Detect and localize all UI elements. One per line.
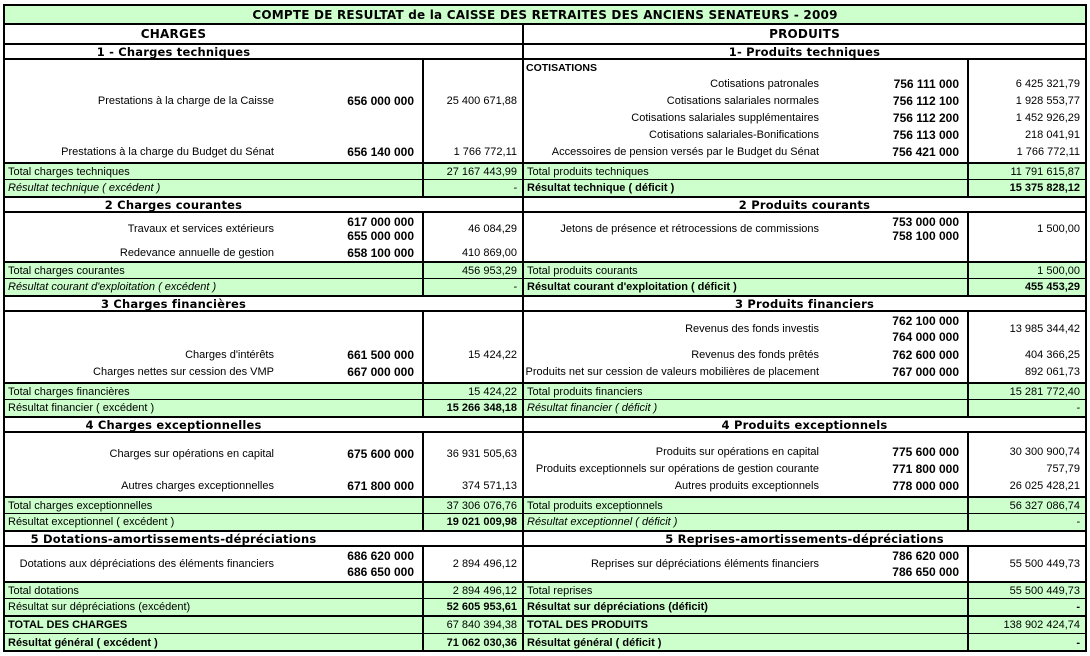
- item-label: Accessoires de pension versés par le Budget du Sénat: [551, 145, 819, 158]
- account-numbers: [837, 312, 967, 346]
- account-number: 786 650 000: [892, 564, 959, 579]
- desc-column: [524, 547, 967, 581]
- result-amount: 455 453,29: [967, 279, 1085, 295]
- item-label: Prestations à la charge du Budget du Sénat: [61, 145, 274, 158]
- total-row: [524, 261, 1085, 278]
- account-number: 667 000 000: [347, 364, 414, 379]
- amount-column: [967, 213, 1085, 261]
- item-label: Cotisations salariales supplémentaires: [631, 111, 819, 124]
- account-number: 656 000 000: [347, 93, 414, 108]
- result-row: [524, 278, 1085, 295]
- result-label: Résultat exceptionnel ( déficit ): [527, 516, 678, 528]
- total-row: [524, 162, 1085, 179]
- line-item: [5, 245, 422, 261]
- result-amount: 52 605 953,61: [422, 599, 522, 615]
- total-amount: 27 167 443,99: [422, 164, 522, 179]
- item-amount: 46 084,29: [468, 223, 517, 235]
- amount-column: [422, 60, 522, 162]
- desc-column: [5, 213, 422, 261]
- account-numbers: [837, 213, 967, 245]
- desc-column: [524, 213, 967, 261]
- item-amount: 892 061,73: [1024, 365, 1080, 378]
- line-item: [5, 346, 422, 363]
- result-amount: -: [967, 599, 1085, 615]
- account-number: 656 140 000: [347, 144, 414, 159]
- desc-column: [524, 433, 967, 496]
- amount-column: [967, 547, 1085, 581]
- item-amount: 2 894 496,12: [452, 558, 517, 570]
- produits-column: [522, 25, 1085, 650]
- item-label: Charges nettes sur cession des VMP: [93, 365, 274, 378]
- produits-exceptionnels-body: [524, 433, 1085, 496]
- item-amount: 1 766 772,11: [1016, 145, 1080, 158]
- amount-column: [422, 433, 522, 496]
- section-header-produits-financiers: 3 Produits financiers: [524, 295, 1085, 312]
- total-label: Total produits financiers: [527, 385, 643, 398]
- table-body: [5, 25, 1085, 650]
- account-number: 775 600 000: [892, 444, 959, 459]
- line-item: [524, 346, 967, 363]
- result-amount: -: [422, 180, 522, 196]
- desc-column: [524, 60, 967, 162]
- total-amount: 1 500,00: [967, 263, 1085, 278]
- total-amount: 15 281 772,40: [967, 384, 1085, 399]
- grand-result-row: [524, 633, 1085, 650]
- section-header-charges-financieres: 3 Charges financières: [5, 295, 522, 312]
- result-amount: -: [967, 514, 1085, 530]
- total-label: Total charges exceptionnelles: [8, 499, 153, 512]
- desc-column: [524, 312, 967, 382]
- total-row: [524, 382, 1085, 399]
- account-number: 756 112 200: [892, 110, 959, 125]
- amount-column: [967, 433, 1085, 496]
- produits-techniques-body: [524, 60, 1085, 162]
- line-item: [524, 312, 967, 346]
- item-amount: 30 300 900,74: [1009, 445, 1080, 458]
- income-statement-sheet: [3, 4, 1087, 652]
- item-label: Prestations à la charge de la Caisse: [97, 94, 274, 107]
- item-amount: 26 025 428,21: [1009, 479, 1080, 492]
- grand-result-amount: 71 062 030,36: [422, 634, 522, 650]
- item-amount: 1 452 926,29: [1015, 111, 1080, 124]
- grand-result-amount: -: [967, 634, 1085, 650]
- result-label: Résultat exceptionnel ( excédent ): [8, 516, 175, 528]
- total-label: Total produits exceptionnels: [527, 499, 663, 512]
- item-amount: 13 985 344,42: [1009, 323, 1080, 335]
- item-label: Cotisations salariales-Bonifications: [649, 128, 819, 141]
- result-row: [5, 399, 522, 416]
- item-label: Reprises sur dépréciations éléments financiers: [590, 558, 819, 570]
- account-number: 671 800 000: [347, 478, 414, 493]
- account-number: 767 000 000: [892, 364, 959, 379]
- grand-result-label: Résultat général ( déficit ): [527, 636, 662, 649]
- item-label: Dotations aux dépréciations des éléments financiers: [19, 558, 274, 570]
- account-numbers: [837, 547, 967, 581]
- account-number: 617 000 000: [347, 214, 414, 229]
- item-label: Produits exceptionnels sur opérations de gestion courante: [535, 462, 819, 475]
- result-row: [5, 179, 522, 196]
- section-header-charges-techniques: 1 - Charges techniques: [5, 43, 522, 60]
- item-label: Cotisations salariales normales: [666, 94, 819, 107]
- total-label: Total reprises: [527, 584, 593, 597]
- result-row: [5, 513, 522, 530]
- item-amount: 404 366,25: [1024, 348, 1080, 361]
- total-amount: 15 424,22: [422, 384, 522, 399]
- line-item: [524, 143, 967, 160]
- account-number: 771 800 000: [892, 461, 959, 476]
- total-amount: 37 306 076,76: [422, 498, 522, 513]
- amount-column: [967, 312, 1085, 382]
- total-amount: 56 327 086,74: [967, 498, 1085, 513]
- account-number: 764 000 000: [892, 329, 959, 344]
- total-row: [5, 261, 522, 278]
- result-amount: 15 266 348,18: [422, 400, 522, 416]
- account-number: 655 000 000: [347, 229, 414, 244]
- desc-column: [5, 312, 422, 382]
- account-number: 778 000 000: [892, 478, 959, 493]
- grand-total-label: TOTAL DES PRODUITS: [527, 619, 649, 631]
- line-item: [524, 443, 967, 460]
- account-number: 661 500 000: [347, 347, 414, 362]
- result-row: [5, 598, 522, 615]
- charges-courantes-body: [5, 213, 522, 261]
- account-number: 753 000 000: [892, 214, 959, 229]
- item-label: Redevance annuelle de gestion: [119, 247, 274, 259]
- line-item: [524, 477, 967, 494]
- item-amount: 218 041,91: [1024, 128, 1080, 141]
- item-label: Jetons de présence et rétrocessions de commissions: [560, 223, 819, 235]
- page-title: COMPTE DE RESULTAT de la CAISSE DES RETRAITES DES ANCIENS SENATEURS - 2009: [252, 7, 838, 22]
- produits-courants-body: [524, 213, 1085, 261]
- line-item: [524, 547, 967, 581]
- reprises-body: [524, 547, 1085, 581]
- desc-column: [5, 547, 422, 581]
- total-label: Total produits techniques: [527, 165, 649, 178]
- line-item: [5, 363, 422, 380]
- item-label: Autres produits exceptionnels: [674, 479, 819, 492]
- item-amount: 1 928 553,77: [1015, 94, 1080, 107]
- result-label: Résultat sur dépréciations (excédent): [8, 601, 191, 613]
- result-amount: 19 021 009,98: [422, 514, 522, 530]
- line-item: [5, 547, 422, 581]
- section-header-charges-courantes: 2 Charges courantes: [5, 196, 522, 213]
- line-item: [5, 143, 422, 160]
- line-item: [5, 92, 422, 109]
- item-amount: 25 400 671,88: [446, 94, 517, 107]
- item-amount: 374 571,13: [461, 479, 517, 492]
- produits-header-label: PRODUITS: [769, 27, 840, 41]
- title-bar: [5, 6, 1085, 25]
- section-header-produits-courants: 2 Produits courants: [524, 196, 1085, 213]
- item-label: Autres charges exceptionnelles: [121, 479, 274, 492]
- result-label: Résultat financier ( excédent ): [8, 402, 155, 414]
- line-item: [524, 109, 967, 126]
- total-label: Total charges financières: [8, 385, 130, 398]
- grand-total-label: TOTAL DES CHARGES: [8, 619, 128, 631]
- item-amount: 1 766 772,11: [453, 145, 517, 158]
- total-label: Total dotations: [8, 584, 79, 597]
- section-header-dotations: 5 Dotations-amortissements-dépréciations: [5, 530, 522, 547]
- grand-result-label: Résultat général ( excédent ): [8, 636, 158, 649]
- result-row: [524, 513, 1085, 530]
- charges-exceptionnelles-body: [5, 433, 522, 496]
- result-label: Résultat financier ( déficit ): [527, 402, 658, 414]
- desc-column: [5, 60, 422, 162]
- line-item: [5, 213, 422, 245]
- account-number: 762 100 000: [892, 314, 959, 329]
- account-number: 686 650 000: [347, 564, 414, 579]
- item-label: Cotisations patronales: [710, 77, 819, 90]
- total-label: Total produits courants: [527, 264, 638, 277]
- line-item: [524, 75, 967, 92]
- section-header-produits-exceptionnels: 4 Produits exceptionnels: [524, 416, 1085, 433]
- amount-column: [422, 547, 522, 581]
- charges-header-label: CHARGES: [140, 27, 207, 41]
- result-label: Résultat courant d'exploitation ( déficit ): [527, 281, 737, 293]
- account-number: 756 111 000: [893, 76, 959, 91]
- line-item: [5, 477, 422, 494]
- result-label: Résultat technique ( excédent ): [8, 182, 161, 194]
- desc-column: [5, 433, 422, 496]
- section-header-charges-exceptionnelles: 4 Charges exceptionnelles: [5, 416, 522, 433]
- line-item: [524, 126, 967, 143]
- account-number: 675 600 000: [347, 446, 414, 461]
- item-label: Charges d'intérêts: [185, 348, 274, 361]
- result-row: [524, 399, 1085, 416]
- item-amount: 1 500,00: [1037, 223, 1080, 235]
- grand-total-row: [524, 615, 1085, 633]
- result-row: [524, 598, 1085, 615]
- item-amount: 757,79: [1046, 462, 1080, 475]
- account-number: 756 113 000: [892, 127, 959, 142]
- total-amount: 11 791 615,87: [967, 164, 1085, 179]
- amount-column: [967, 60, 1085, 162]
- dotations-body: [5, 547, 522, 581]
- produits-column-header: [524, 25, 1085, 43]
- amount-column: [422, 312, 522, 382]
- total-amount: 2 894 496,12: [422, 583, 522, 598]
- item-amount: 410 869,00: [461, 247, 517, 259]
- account-numbers: [292, 213, 422, 245]
- result-row: [5, 278, 522, 295]
- income-statement-table: [3, 4, 1087, 652]
- item-amount: 15 424,22: [468, 348, 517, 361]
- account-number: 762 600 000: [892, 347, 959, 362]
- total-label: Total charges techniques: [8, 165, 130, 178]
- total-row: [5, 162, 522, 179]
- line-item: [524, 213, 967, 245]
- produits-financiers-body: [524, 312, 1085, 382]
- line-item: [524, 363, 967, 380]
- result-label: Résultat technique ( déficit ): [527, 182, 675, 194]
- total-row: [5, 382, 522, 399]
- account-number: 658 100 000: [347, 246, 414, 260]
- grand-total-row: [5, 615, 522, 633]
- item-label: Revenus des fonds investis: [685, 323, 819, 335]
- item-amount: 6 425 321,79: [1015, 77, 1080, 90]
- amount-column: [422, 213, 522, 261]
- item-amount: 36 931 505,63: [446, 447, 517, 460]
- line-item: [524, 460, 967, 477]
- item-label: Charges sur opérations en capital: [109, 447, 274, 460]
- result-amount: -: [422, 279, 522, 295]
- result-amount: 15 375 828,12: [967, 180, 1085, 196]
- total-row: [5, 496, 522, 513]
- group-label: COTISATIONS: [526, 61, 597, 74]
- section-header-produits-techniques: 1- Produits techniques: [524, 43, 1085, 60]
- item-label: Produits sur opérations en capital: [655, 445, 819, 458]
- total-amount: 55 500 449,73: [967, 583, 1085, 598]
- account-number: 756 112 100: [892, 93, 959, 108]
- grand-result-row: [5, 633, 522, 650]
- charges-techniques-body: [5, 60, 522, 162]
- total-row: [524, 581, 1085, 598]
- total-row: [5, 581, 522, 598]
- account-number: 756 421 000: [892, 144, 959, 159]
- account-number: 786 620 000: [892, 549, 959, 564]
- item-amount: [424, 363, 522, 380]
- result-label: Résultat courant d'exploitation ( excédent ): [8, 281, 217, 293]
- item-label: Travaux et services extérieurs: [127, 223, 274, 235]
- account-number: 686 620 000: [347, 549, 414, 564]
- grand-total-amount: 67 840 394,38: [422, 617, 522, 633]
- item-label: Revenus des fonds prêtés: [691, 348, 819, 361]
- charges-financieres-body: [5, 312, 522, 382]
- line-item: [524, 92, 967, 109]
- item-amount: 55 500 449,73: [1009, 558, 1080, 570]
- account-numbers: [292, 547, 422, 581]
- charges-column-header: [5, 25, 522, 43]
- item-label: Produits net sur cession de valeurs mobilières de placement: [525, 365, 819, 378]
- total-amount: 456 953,29: [422, 263, 522, 278]
- grand-total-amount: 138 902 424,74: [967, 617, 1085, 633]
- line-item: [5, 445, 422, 462]
- result-label: Résultat sur dépréciations (déficit): [527, 601, 708, 613]
- total-row: [524, 496, 1085, 513]
- charges-column: [5, 25, 522, 650]
- result-row: [524, 179, 1085, 196]
- account-number: 758 100 000: [892, 229, 959, 244]
- total-label: Total charges courantes: [8, 264, 125, 277]
- section-header-reprises: 5 Reprises-amortissements-dépréciations: [524, 530, 1085, 547]
- result-amount: -: [967, 400, 1085, 416]
